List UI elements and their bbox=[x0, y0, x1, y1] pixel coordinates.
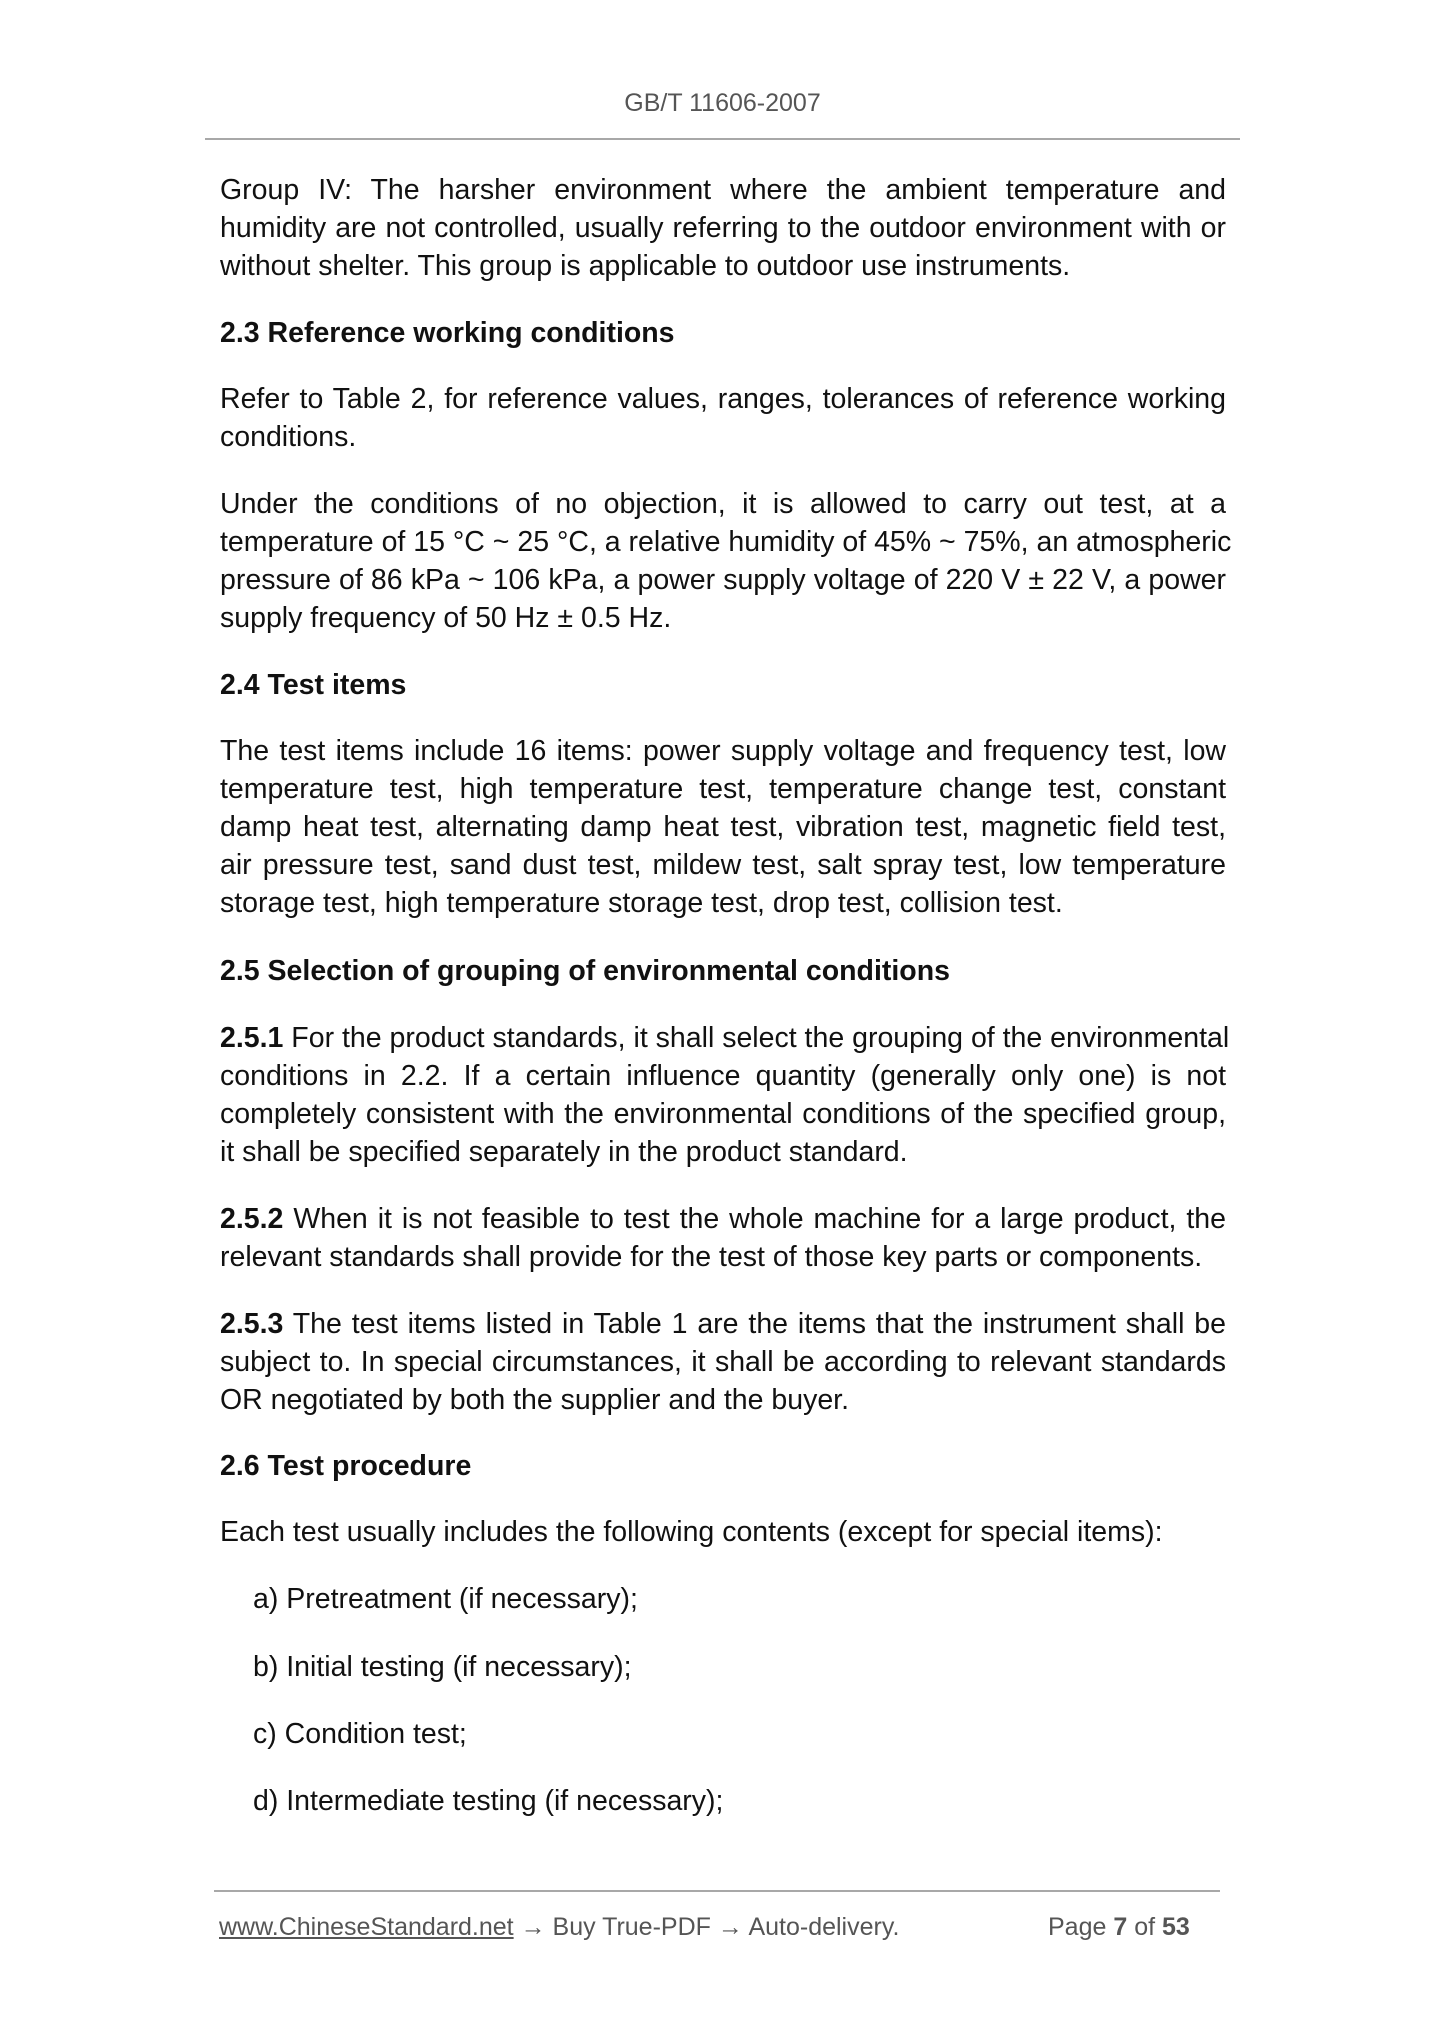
website-link[interactable]: www.ChineseStandard.net bbox=[219, 1913, 514, 1941]
paragraph-line: it shall be specified separately in the product standard. bbox=[220, 1136, 908, 1168]
clause-2-5-2 bbox=[220, 1200, 1226, 1276]
reference-conditions-paragraph bbox=[220, 380, 1226, 456]
clause-number: 2.5.3 bbox=[220, 1308, 284, 1340]
list-item-pretreatment: a) Pretreatment (if necessary); bbox=[253, 1583, 638, 1615]
paragraph-line: humidity are not controlled, usually referring to the outdoor environment with or bbox=[220, 212, 1226, 244]
arrow-right-icon: → bbox=[717, 1913, 743, 1941]
paragraph-line: temperature test, high temperature test, temperature change test, constant bbox=[220, 773, 1226, 805]
footer-promo bbox=[219, 1912, 899, 1942]
paragraph-line: The test items include 16 items: power supply voltage and frequency test, low bbox=[220, 735, 1226, 767]
paragraph-line: relevant standards shall provide for the test of those key parts or components. bbox=[220, 1241, 1203, 1273]
section-heading-2-6 bbox=[220, 1447, 1226, 1485]
paragraph-line: OR negotiated by both the supplier and the buyer. bbox=[220, 1384, 850, 1416]
clause-number: 2.5.2 bbox=[220, 1203, 284, 1235]
section-heading-2-3 bbox=[220, 314, 1226, 352]
list-item-initial-testing: b) Initial testing (if necessary); bbox=[253, 1651, 632, 1683]
footer-divider bbox=[214, 1890, 1220, 1892]
page-indicator bbox=[1048, 1912, 1190, 1942]
clause-2-5-3 bbox=[220, 1305, 1226, 1419]
test-conditions-paragraph bbox=[220, 485, 1232, 637]
group-iv-paragraph bbox=[220, 171, 1226, 285]
list-item-condition-test: c) Condition test; bbox=[253, 1718, 467, 1750]
test-items-paragraph bbox=[220, 732, 1226, 922]
paragraph-line: temperature of 15 °C ~ 25 °C, a relative humidity of 45% ~ 75%, an atmospheric bbox=[220, 526, 1232, 558]
of-label: of bbox=[1134, 1913, 1156, 1941]
page-total: 53 bbox=[1162, 1913, 1190, 1941]
paragraph-line: pressure of 86 kPa ~ 106 kPa, a power supply voltage of 220 V ± 22 V, a power bbox=[220, 564, 1226, 596]
arrow-right-icon: → bbox=[520, 1913, 546, 1941]
paragraph-line: subject to. In special circumstances, it shall be according to relevant standards bbox=[220, 1346, 1226, 1378]
section-heading-2-5 bbox=[220, 952, 1226, 990]
page-label: Page bbox=[1048, 1913, 1107, 1941]
paragraph-line: Each test usually includes the following contents (except for special items): bbox=[220, 1516, 1163, 1548]
clause-number: 2.5.1 bbox=[220, 1022, 284, 1054]
list-item-intermediate-testing: d) Intermediate testing (if necessary); bbox=[253, 1785, 724, 1817]
paragraph-line: Under the conditions of no objection, it is allowed to carry out test, at a bbox=[220, 488, 1226, 520]
page-current: 7 bbox=[1113, 1913, 1128, 1941]
paragraph-line: without shelter. This group is applicable to outdoor use instruments. bbox=[220, 250, 1071, 282]
paragraph-line: storage test, high temperature storage test, drop test, collision test. bbox=[220, 887, 1063, 919]
paragraph-line: conditions. bbox=[220, 421, 357, 453]
page-header-title: GB/T 11606-2007 bbox=[624, 89, 821, 117]
header-divider bbox=[205, 138, 1240, 140]
paragraph-line: conditions in 2.2. If a certain influence quantity (generally only one) is not bbox=[220, 1060, 1226, 1092]
clause-text: For the product standards, it shall select the grouping of the environmental bbox=[283, 1022, 1230, 1054]
heading-text: 2.3 Reference working conditions bbox=[220, 317, 675, 349]
clause-text: When it is not feasible to test the whole machine for a large product, the bbox=[283, 1203, 1226, 1235]
test-procedure-intro bbox=[220, 1513, 1226, 1551]
heading-text: 2.4 Test items bbox=[220, 669, 407, 701]
clause-text: The test items listed in Table 1 are the items that the instrument shall be bbox=[283, 1308, 1226, 1340]
paragraph-line: Refer to Table 2, for reference values, ranges, tolerances of reference working bbox=[220, 383, 1226, 415]
heading-text: 2.6 Test procedure bbox=[220, 1450, 472, 1482]
paragraph-line: air pressure test, sand dust test, mildew test, salt spray test, low temperature bbox=[220, 849, 1226, 881]
paragraph-line: damp heat test, alternating damp heat test, vibration test, magnetic field test, bbox=[220, 811, 1226, 843]
paragraph-line: supply frequency of 50 Hz ± 0.5 Hz. bbox=[220, 602, 672, 634]
section-heading-2-4 bbox=[220, 666, 1226, 704]
clause-2-5-1 bbox=[220, 1019, 1230, 1171]
paragraph-line: Group IV: The harsher environment where the ambient temperature and bbox=[220, 174, 1226, 206]
auto-delivery-text: Auto-delivery. bbox=[748, 1913, 900, 1941]
paragraph-line: completely consistent with the environmental conditions of the specified group, bbox=[220, 1098, 1226, 1130]
buy-true-pdf-text: Buy True-PDF bbox=[552, 1913, 711, 1941]
heading-text: 2.5 Selection of grouping of environmental conditions bbox=[220, 955, 950, 987]
